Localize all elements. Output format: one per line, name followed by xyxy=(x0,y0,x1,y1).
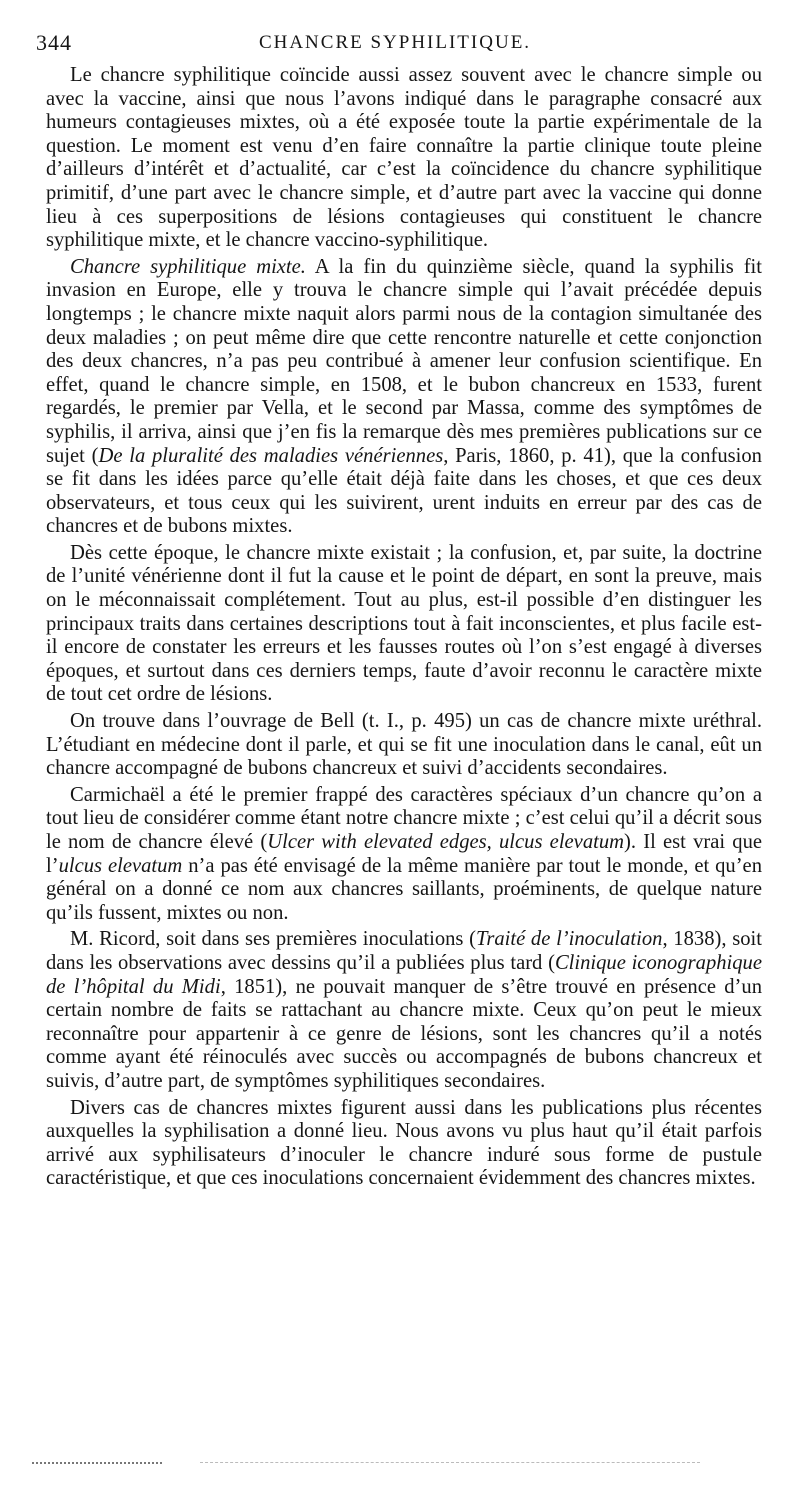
text-run: A la fin du quinzième siècle, quand la syphilis fit invasion en Europe, elle y trouva le chancre simple qui l’avait précédée depuis longtemps ; le chancre mixte naquit alors parmi nous de la contagion simultanée des deux maladies ; on peut même dire que cette rencontre naturelle et cette conjonction des deux chancres, n’a pas peu contribué à amener leur confusion scientifique. En effet, quand le chancre simple, en 1508, et le bubon chancreux en 1533, furent regardés, le premier par Vella, et le second par Massa, comme des symptômes de syphilis, il arriva, ainsi que j’en fis la remarque dès mes premières publications sur ce sujet ( xyxy=(46,255,763,467)
text-run: Dès cette époque, le chancre mixte existait ; la confusion, et, par suite, la doctrine de l’unité vénérienne dont il fut la cause et le point de départ, en sont la preuve, mais on le méconnaissait complétement. Tout au plus, est-il possible d’en distinguer les principaux traits dans certaines descriptions tout à fait inconscientes, et plus facile est-il encore de constater les erreurs et les fausses routes où l’on s’est engagé à diverses époques, et surtout dans ces derniers temps, faute d’avoir reconnu le caractère mixte de tout cet ordre de lésions. xyxy=(46,541,762,706)
text-run: Divers cas de chancres mixtes figurent aussi dans les publications plus récentes auxquelles la syphilisation a donné lieu. Nous avons vu plus haut qu’il était parfois arrivé aux syphilisateurs d’inoculer le chancre induré sous forme de pustule caractéristique, et que ces inoculations concernaient évidemment des chancres mixtes. xyxy=(46,1096,762,1190)
section-heading-italic: Chancre syphilitique mixte. xyxy=(70,255,306,278)
text-run: Carmichaël a été le premier frappé des caractères spéciaux d’un chancre qu’on a tout lieu de considérer comme étant notre chancre mixte ; c’est celui qu’il a décrit sous le nom de chancre élevé ( xyxy=(46,783,762,853)
text-run: , Paris, 1860, p. 41), que la confusion se fit dans les idées parce qu’elle était déjà faite dans les choses, et que ces deux observateurs, et tous ceux qui les suivirent, urent induits en erreur par des cas de chancres et de bubons mixtes. xyxy=(46,444,762,538)
page-header xyxy=(36,30,754,58)
text-run: n’a pas été envisagé de la même manière par tout le monde, et qu’en général on a donné ce nom aux chancres saillants, proéminents, de quelque nature qu’ils fussent, mixtes ou non. xyxy=(46,854,762,924)
text-run: , 1838), soit dans les observations avec dessins qu’il a publiées plus tard ( xyxy=(46,928,762,974)
page-number: 344 xyxy=(36,30,72,55)
citation-title: Traité de l’inoculation xyxy=(476,928,663,951)
body-text xyxy=(46,64,762,1191)
citation-title: De la pluralité des maladies vénériennes xyxy=(98,444,444,467)
running-title: CHANCRE SYPHILITIQUE. xyxy=(258,32,532,53)
paragraph xyxy=(46,784,762,926)
text-run: ). Il est vrai que l’ xyxy=(46,831,763,877)
text-run: Le chancre syphilitique coïncide aussi assez souvent avec le chancre simple ou avec la vaccine, ainsi que nous l’avons indiqué dans le paragraphe consacré aux humeurs contagieuses mixtes, où a été exposée toute la partie expérimentale de la question. Le moment est venu d’en faire connaître la partie clinique toute pleine d’ailleurs d’intérêt et d’actualité, car c’est la coïncidence du chancre syphilitique primitif, d’une part avec le chancre simple, et d’autre part avec la vaccine qui donne lieu à ces superpositions de lésions contagieuses qui constituent le chancre syphilitique mixte, et le chancre vaccino-syphilitique. xyxy=(46,64,762,252)
citation-title: Ulcer with elevated edges, ulcus elevatum xyxy=(267,831,625,853)
paragraph xyxy=(46,64,762,253)
text-run: On trouve dans l’ouvrage de Bell (t. I., p. 495) un cas de chancre mixte uréthral. L’étudiant en médecine dont il parle, et qui se fit une inoculation dans le canal, eût un chancre accompagné de bubons chancreux et suivi d’accidents secondaires. xyxy=(46,710,762,780)
citation-title: Clinique iconographique de l’hôpital du Midi xyxy=(46,951,762,998)
paragraph xyxy=(46,928,762,1093)
text-run: , 1851), ne pouvait manquer de s’être trouvé en présence d’un certain nombre de faits se rattachant au chancre mixte. Ceux qu’on peut le mieux reconnaître pour appartenir à ce genre de lésions, sont les chancres qu’il a notés comme ayant été réinoculés avec succès ou accompagnés de bubons chancreux et suivis, d’autre part, de symptômes syphilitiques secondaires. xyxy=(46,975,763,1092)
footer-faint-marks xyxy=(200,1462,700,1463)
text-run: M. Ricord, soit dans ses premières inoculations ( xyxy=(70,928,476,951)
paragraph xyxy=(46,256,762,539)
footer-dotted-rule xyxy=(32,1462,162,1464)
paragraph xyxy=(46,1097,762,1191)
latin-term: ulcus elevatum xyxy=(58,854,183,877)
paragraph xyxy=(46,710,762,781)
paragraph xyxy=(46,542,762,707)
